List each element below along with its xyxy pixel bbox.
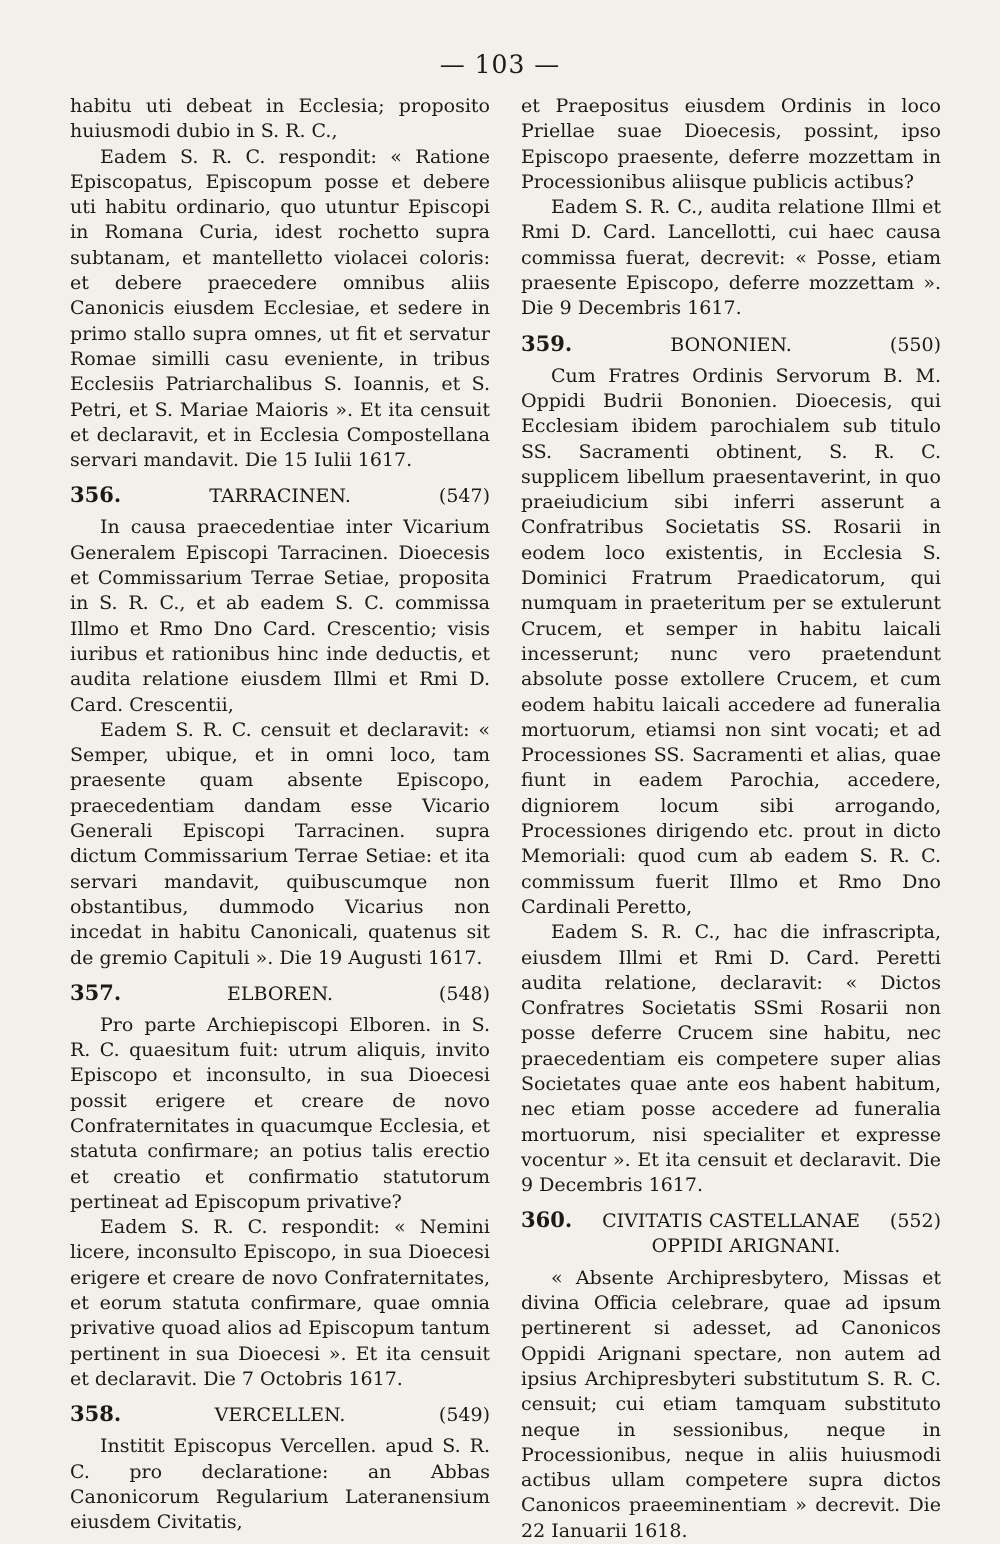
paragraph: Eadem S. R. C., audita relatione Illmi et Rmi D. Card. Lancellotti, cui haec causa commissa fuerat, decrevit: « Posse, etiam praesente Episcopo, deferre mozzettam ». Die 9 Decembris 1617. [521,196,941,320]
left-column [70,94,490,1535]
entry-number: 357. [70,979,122,1005]
entry-number: 360. [521,1207,573,1233]
entry-reference: (550) [889,333,941,356]
paragraph: Eadem S. R. C. respondit: « Nemini licere, inconsulto Episcopo, in sua Dioecesi erigere et creare de novo Confraternitates, et eorum statuta confirmare, quae omnia privative quoad alios ad Episcopum tantum pertinent in sua Dioecesi ». Et ita censuit et declaravit. Die 7 Octobris 1617. [70,1216,490,1390]
entry-reference: (547) [438,485,490,508]
entry-number: 358. [70,1401,122,1427]
entry-heading-359 [521,331,941,358]
paragraph: Institit Episcopus Vercellen. apud S. R. C. pro declaratione: an Abbas Canonicorum Regularium Lateranensium eiusdem Civitatis, [70,1435,490,1534]
entry-reference: (552) [889,1210,941,1233]
entry-heading-360 [521,1207,941,1257]
paragraph: Eadem S. R. C. censuit et declaravit: « Semper, ubique, et in omni loco, tam praesente quam absente Episcopo, praecedentiam dandam esse Vicario Generali Episcopi Tarracinen. supra dictum Commissarium Terrae Setiae: et ita servari mandavit, quibuscumque non obstantibus, dummodo Vicarius non incedat in habitu Canonicali, quatenus sit de gremio Capituli ». Die 19 Augusti 1617. [70,718,490,969]
entry-number: 356. [70,482,122,508]
entry-number: 359. [521,330,573,356]
entry-heading-356 [70,482,490,509]
paragraph: et Praepositus eiusdem Ordinis in loco Priellae suae Dioecesis, possint, ipso Episcopo praesente, deferre mozzettam in Processionibus aliisque publicis actibus? [521,95,941,193]
paragraph: In causa praecedentiae inter Vicarium Generalem Episcopi Tarracinen. Dioecesis et Commissarium Terrae Setiae, proposita in S. R. C., et ab eadem S. C. commissa Illmo et Rmo Dno Card. Crescentio; visis iuribus et rationibus hinc inde deductis, et audita relatione eiusdem Illmi et Rmi D. Card. Crescentii, [70,516,490,716]
entry-heading-358 [70,1401,490,1428]
entry-title: TARRACINEN. [209,485,351,508]
paragraph: « Absente Archipresbytero, Missas et divina Officia celebrare, quae ad ipsum pertinerent si adesset, ad Canonicos Oppidi Arignani spectare, non autem ad ipsius Archipresbyteri substitutum S. R. C. censuit; cui etiam tamquam substituto neque in sessionibus, neque in Processionibus, neque in aliis huiusmodi actibus ullam competere supra dictos Canonicos praeeminentiam » decrevit. Die 22 Ianuarii 1618. [521,1266,941,1542]
paragraph: Eadem S. R. C. respondit: « Ratione Episcopatus, Episcopum posse et debere uti habitu ordinario, quo utuntur Episcopi in Romana Curia, idest rochetto supra subtanam, et mantelletto violacei coloris: et debere praecedere omnibus aliis Canonicis eiusdem Ecclesiae, et sedere in primo stallo supra omnes, ut fit et servatur Romae similli casu eveniente, in tribus Ecclesiis Patriarchalibus S. Ioannis, et S. Petri, et S. Mariae Maioris ». Et ita censuit et declaravit, et in Ecclesia Compostellana servari mandavit. Die 15 Iulii 1617. [70,145,490,472]
entry-title: CIVITATIS CASTELLANAE [602,1210,860,1233]
entry-reference: (548) [438,982,490,1005]
entry-subtitle: OPPIDI ARIGNANI. [651,1234,841,1257]
right-column [521,94,941,1544]
entry-heading-357 [70,980,490,1007]
paragraph: Pro parte Archiepiscopi Elboren. in S. R. C. quaesitum fuit: utrum aliquis, invito Episcopo et inconsulto, in sua Dioecesi possit erigere et creare de novo Confraternitates in quacumque Ecclesia, et statuta confirmare; an potius talis erectio et creatio et confirmatio statutorum pertineat ad Episcopum privative? [70,1013,490,1213]
paragraph: Cum Fratres Ordinis Servorum B. M. Oppidi Budrii Bononien. Dioecesis, qui Ecclesiam ibidem parochialem sub titulo SS. Sacramenti obtinent, S. R. C. supplicem libellum praesentaverint, in quo praeiudicium sibi inferri asserunt a Confratribus Societatis SS. Rosarii in eodem loco existentis, in Ecclesia S. Dominici Fratrum Praedicatorum, qui numquam in praeteritum per se extulerunt Crucem, et semper in habitu laicali incesserunt; nunc vero praetendunt absolute posse extollere Crucem, et cum eodem habitu laicali accedere ad funeralia mortuorum, etiamsi non sint vocati; et ad Processiones SS. Sacramenti et alias, quae fiunt in eadem Parochia, accedere, digniorem locum sibi arrogando, Processiones dirigendo etc. prout in dicto Memoriali: quod cum ab eadem S. R. C. commissum fuerit Illmo et Rmo Dno Cardinali Peretto, [521,364,941,918]
paragraph: habitu uti debeat in Ecclesia; proposito huiusmodi dubio in S. R. C., [70,95,490,143]
entry-title: VERCELLEN. [214,1404,346,1427]
entry-title: ELBOREN. [227,982,334,1005]
entry-reference: (549) [438,1404,490,1427]
paragraph: Eadem S. R. C., hac die infrascripta, eiusdem Illmi et Rmi D. Card. Peretti audita relatione, declaravit: « Dictos Confratres Societatis SSmi Rosarii non posse deferre Crucem sine habitu, nec praecedentiam eis competere super alias Societates quae ante eos habent habitum, nec etiam posse accedere ad funeralia mortuorum, nisi specialiter et expresse vocentur ». Et ita censuit et declaravit. Die 9 Decembris 1617. [521,921,941,1197]
entry-title: BONONIEN. [670,333,792,356]
page-number: — 103 — [439,50,561,79]
